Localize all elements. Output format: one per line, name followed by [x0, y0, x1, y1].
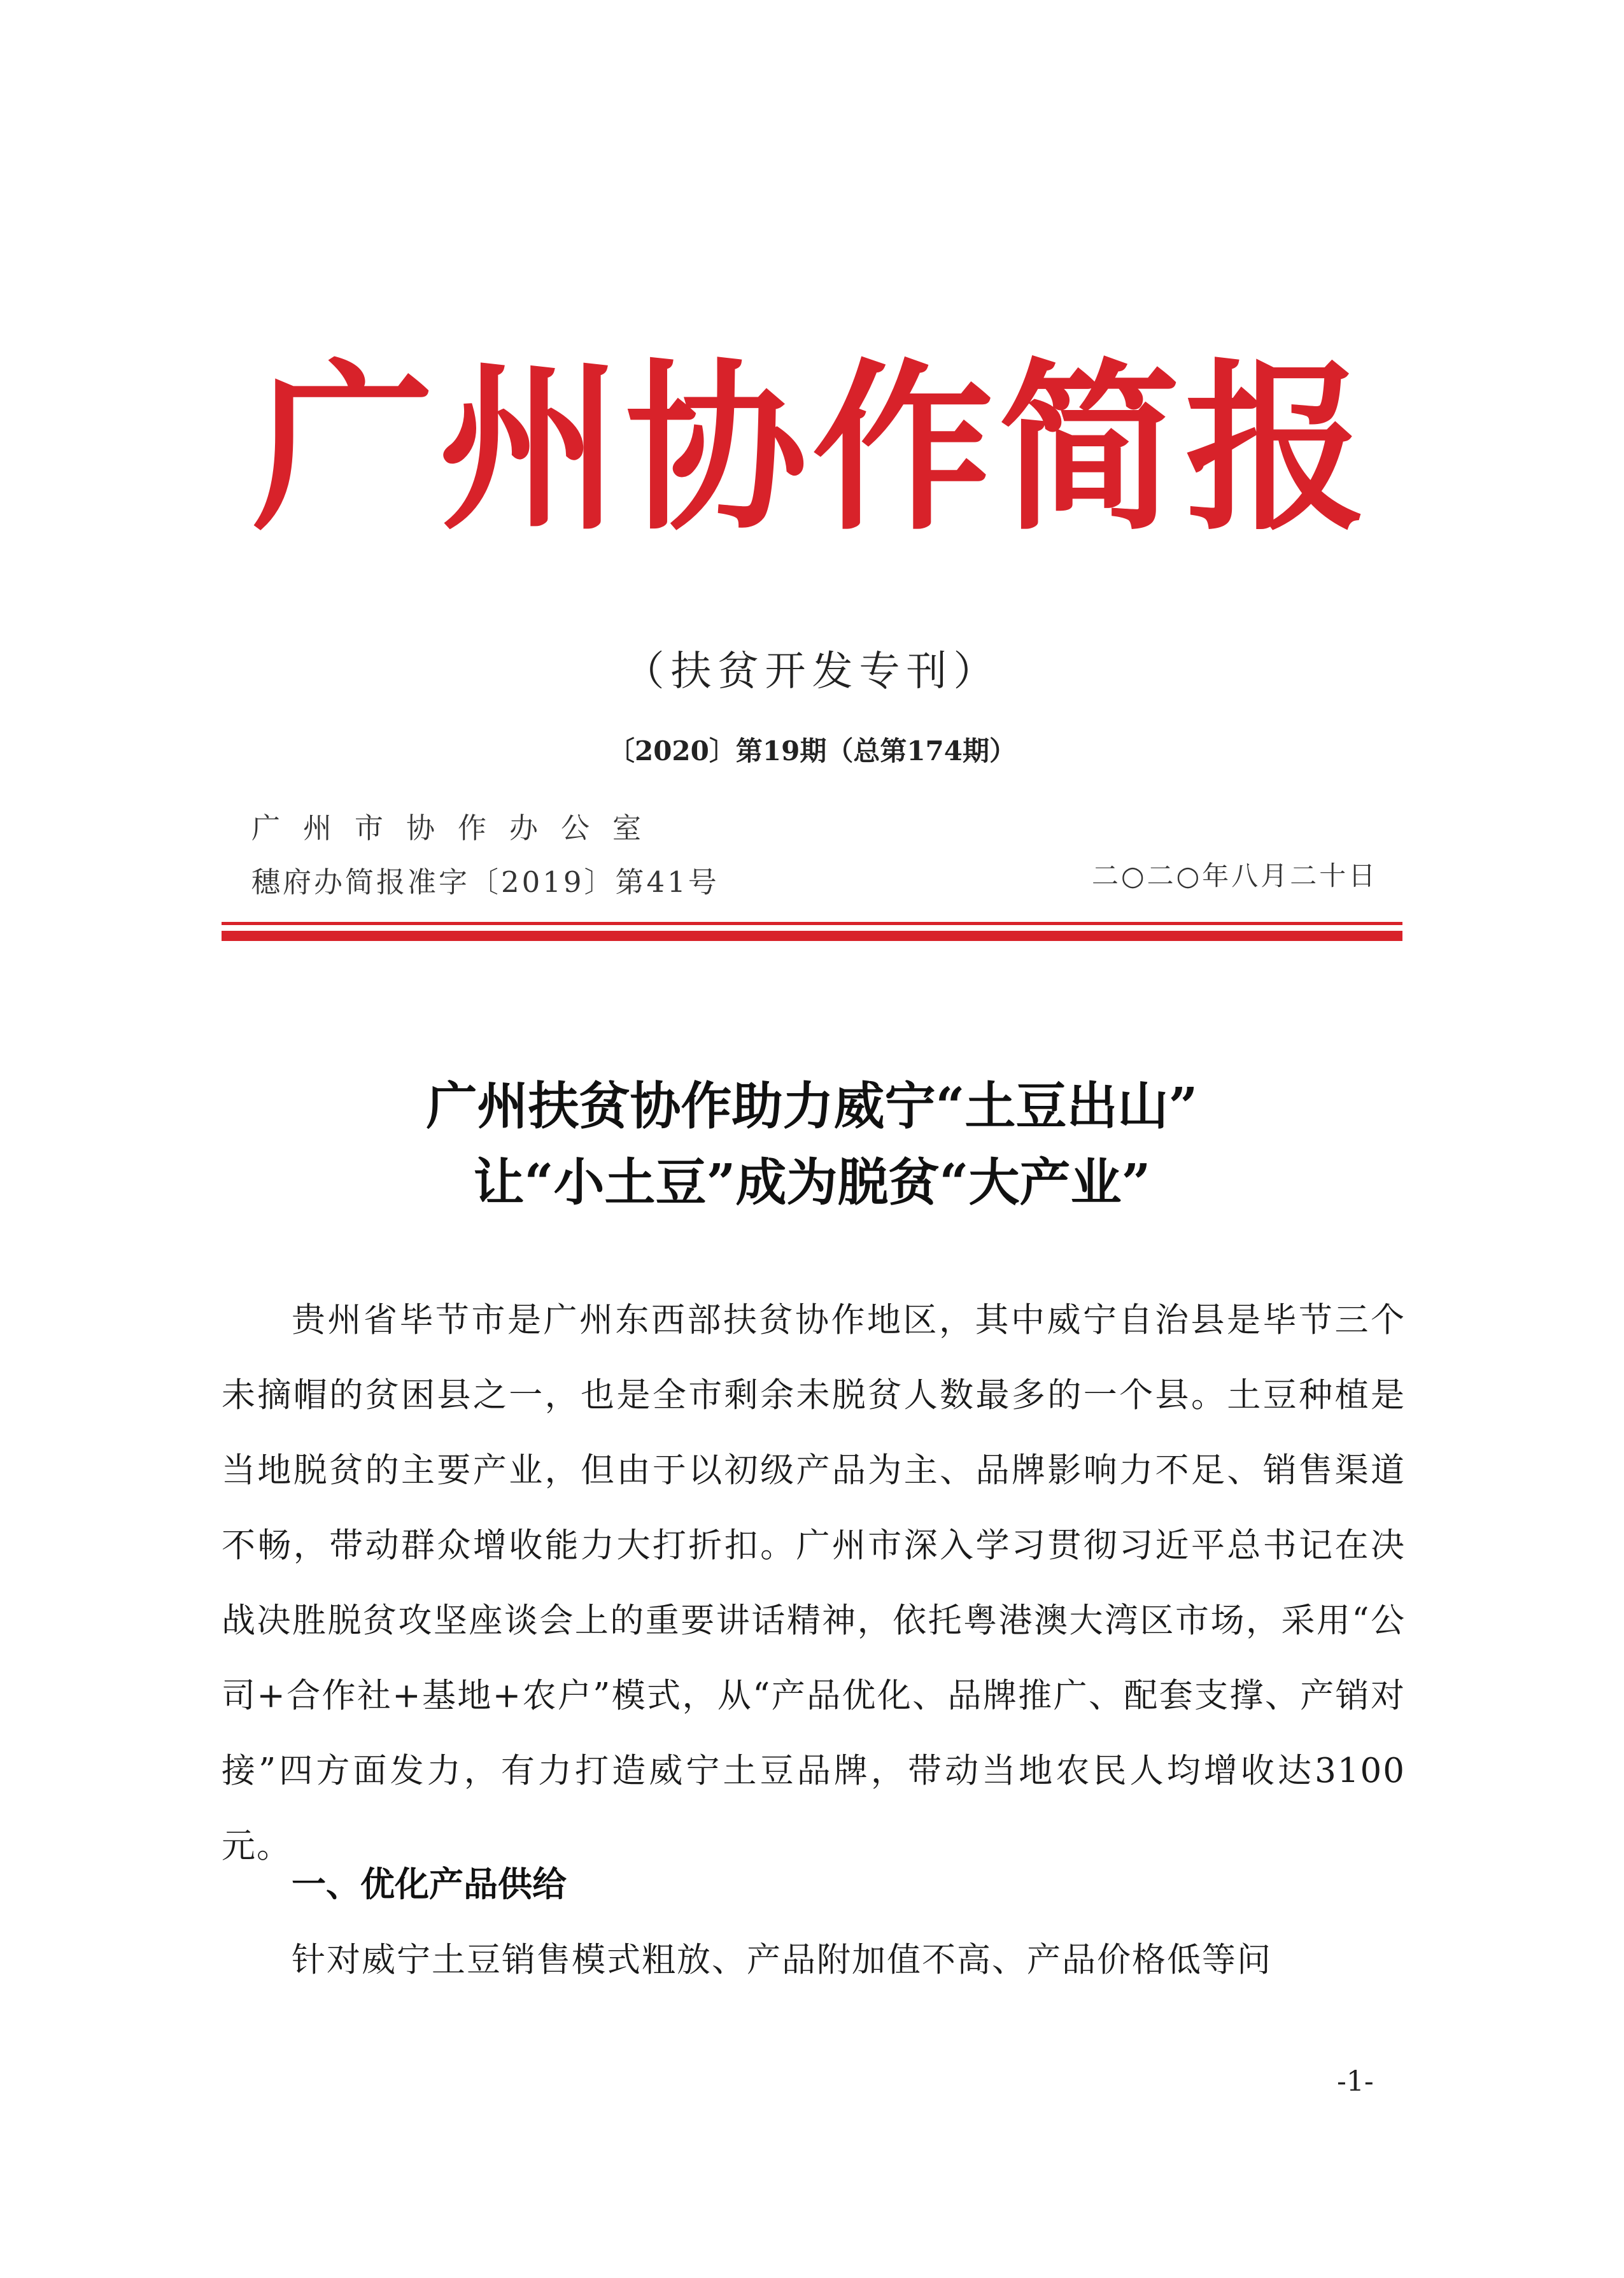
approval-number: 穗府办简报准字〔2019〕第41号 [251, 865, 719, 899]
article-headline-line2: 让“小土豆”成为脱贫“大产业” [473, 1152, 1151, 1212]
header-divider-thick [222, 931, 1402, 941]
section-heading: 一、优化产品供给 [292, 1864, 567, 1904]
publisher-office: 广州市协作办公室 [251, 811, 665, 845]
section-paragraph: 针对威宁土豆销售模式粗放、产品附加值不高、产品价格低等问 [292, 1941, 1272, 1979]
masthead-title: 广州协作简报 [252, 342, 1372, 555]
issue-number: 〔2020〕第19期（总第174期） [607, 735, 1016, 767]
header-divider-thin [222, 922, 1402, 925]
page-number: -1- [1337, 2065, 1374, 2098]
intro-paragraph: 贵州省毕节市是广州东西部扶贫协作地区，其中威宁自治县是毕节三个未摘帽的贫困县之一，也是全市剩余未脱贫人数最多的一个县。土豆种植是当地脱贫的主要产业，但由于以初级产品为主、品牌影响力不足、销售渠道不畅，带动群众增收能力大打折扣。广州市深入学习贯彻习近平总书记在决战决胜脱贫攻坚座谈会上的重要讲话精神，依托粤港澳大湾区市场，采用“公司+合作社+基地+农户”模式，从“产品优化、品牌推广、配套支撑、产销对接”四方面发力，有力打造威宁土豆品牌，带动当地农民人均增收达3100元。 [222, 1301, 1406, 1865]
article-headline-line1: 广州扶贫协作助力威宁“土豆出山” [426, 1076, 1198, 1136]
issue-date: 二○二○年八月二十日 [1092, 860, 1378, 891]
edition-label: （扶贫开发专刊） [623, 648, 1001, 695]
